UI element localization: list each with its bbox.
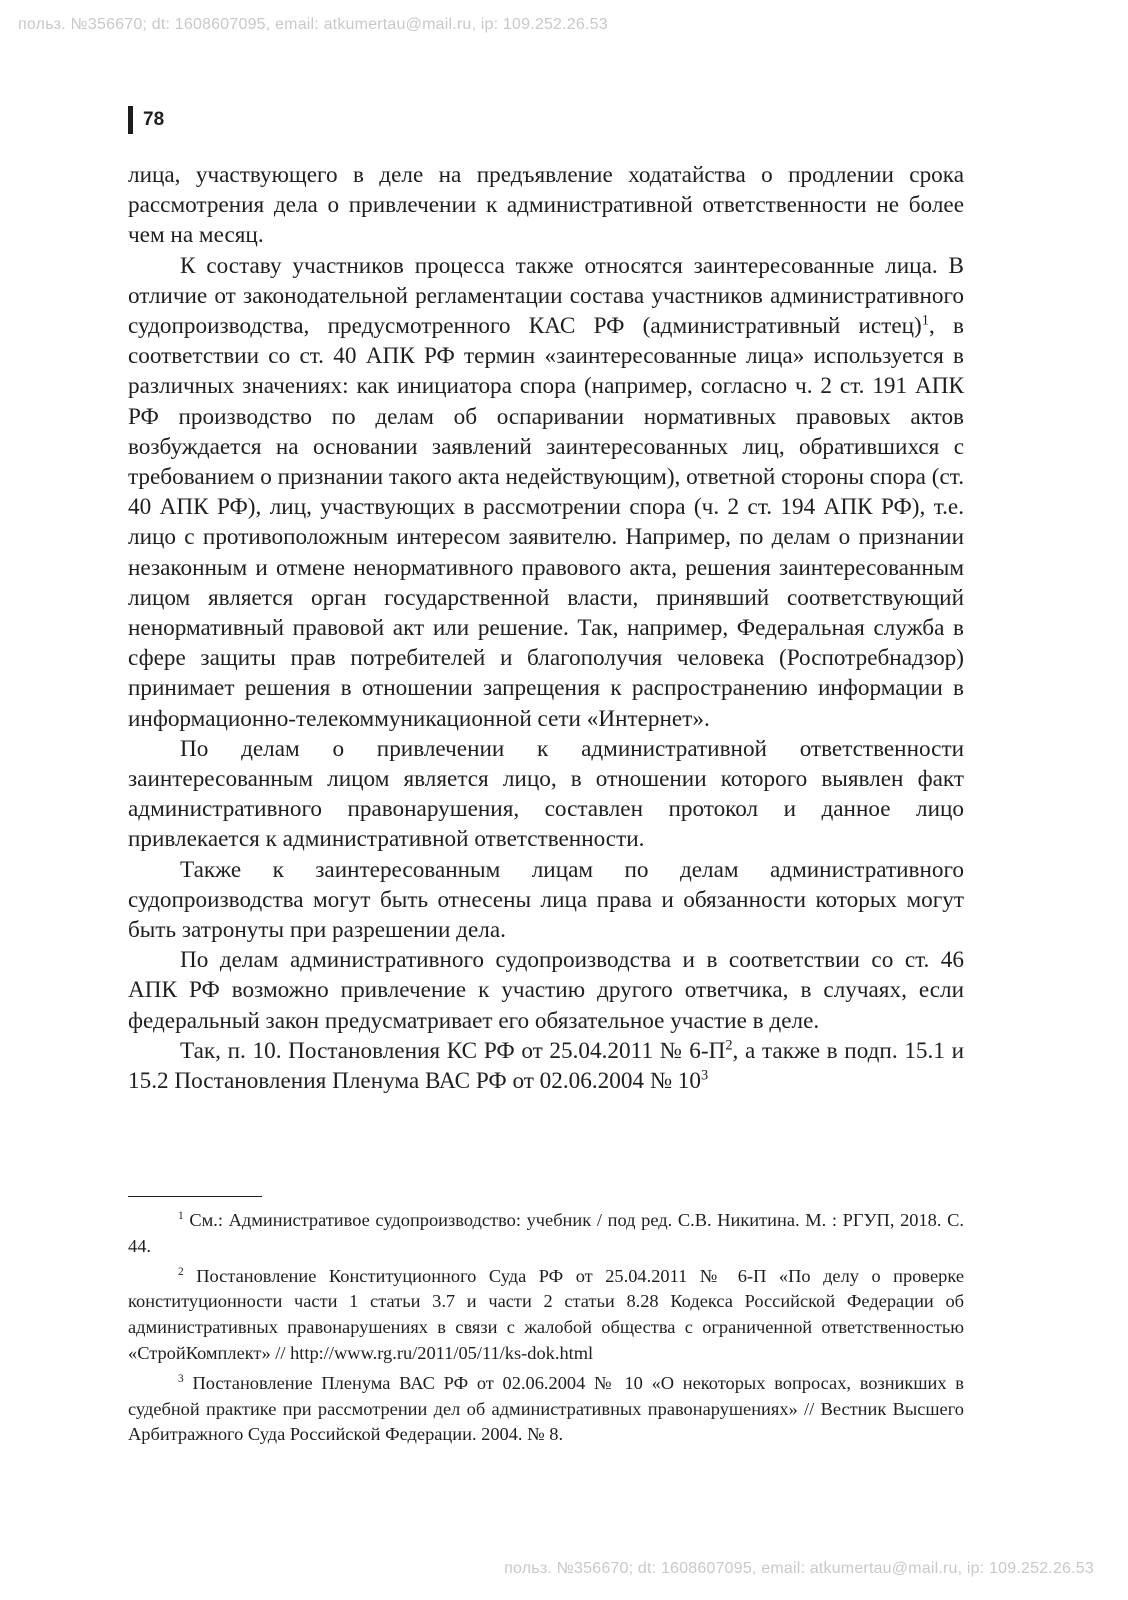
footnote-1 — [128, 1208, 964, 1260]
footnote-3-text: Постановление Пленума ВАС РФ от 02.06.2004 № 10 «О некоторых вопросах, возникших в судебной практике при рассмотрении дел об административных правонарушениях» // Вестник Высшего Арбитражного Суда Российской Федерации. 2004. № 8. — [128, 1372, 964, 1445]
paragraph-3-text: По делам о привлечении к административной ответственности заинтересованным лицом является лицо, в отношении которого выявлен факт административного правонарушения, составлен протокол и данное лицо привлекается к административной ответственности. — [128, 735, 964, 853]
page-header — [128, 106, 164, 134]
paragraph-1 — [128, 160, 964, 251]
paragraph-6-text-b: , а также в подп. 15.1 и 15.2 Постановления Пленума ВАС РФ от 02.06.2004 № 10 — [128, 1037, 964, 1095]
paragraph-4-text: Также к заинтересованным лицам по делам административного судопроизводства могут быть отнесены лица права и обязанности которых могут быть затронуты при разрешении дела. — [128, 856, 964, 944]
footnote-ref-3[interactable]: 3 — [700, 1067, 709, 1084]
footnote-ref-1[interactable]: 1 — [921, 312, 929, 329]
paragraph-1-text: лица, участвующего в деле на предъявление ходатайства о продлении срока рассмотрения дела о привлечении к административной ответственности не более чем на месяц. — [128, 162, 964, 249]
footnote-2-text: Постановление Конституционного Суда РФ от 25.04.2011 № 6-П «По делу о проверке конституционности части 1 статьи 3.7 и части 2 статьи 8.28 Кодекса Российской Федерации об административных правонарушениях в связи с жалобой общества с ограниченной ответственностью «СтройКомплект» // http://www.rg.ru/2011/05/11/ks-dok.html — [128, 1265, 964, 1363]
footnote-2 — [128, 1264, 964, 1367]
footnote-divider — [128, 1196, 262, 1197]
watermark-top: польз. №356670; dt: 1608607095, email: atkumertau@mail.ru, ip: 109.252.26.53 — [18, 16, 608, 33]
footnote-ref-2[interactable]: 2 — [725, 1037, 733, 1054]
body-text — [128, 160, 964, 1096]
paragraph-5 — [128, 945, 964, 1036]
footnotes — [128, 1208, 964, 1452]
paragraph-4 — [128, 855, 964, 946]
paragraph-2-text-b: , в соответствии со ст. 40 АПК РФ термин «заинтересованные лица» используется в различных значениях: как инициатора спора (например, согласно ч. 2 ст. 191 АПК РФ производство по делам об оспаривании нормативных правовых актов возбуждается на основании заявлений заинтересованных лиц, обратившихся с требованием о признании такого акта недействующим), ответной стороны спора (ст. 40 АПК РФ), лиц, участвующих в рассмотрении спора (ч. 2 ст. 194 АПК РФ), т.е. лицо с противоположным интересом заявителю. Например, по делам о признании незаконным и отмене ненормативного правового акта, решения заинтересованным лицом является орган государственной власти, принявший соответствующий ненормативный правовой акт или решение. Так, например, Федеральная служба в сфере защиты прав потребителей и благополучия человека (Роспотребнадзор) принимает решения в отношении запрещения к распространению информации в информационно-телекоммуникационной сети «Интернет». — [128, 313, 965, 732]
paragraph-5-text: По делам административного судопроизводства и в соответствии со ст. 46 АПК РФ возможно привлечение к участию другого ответчика, в случаях, если федеральный закон предусматривает его обязательное участие в деле. — [128, 947, 964, 1034]
watermark-bottom: польз. №356670; dt: 1608607095, email: atkumertau@mail.ru, ip: 109.252.26.53 — [504, 1560, 1094, 1577]
paragraph-2 — [128, 251, 964, 734]
footnote-3 — [128, 1371, 964, 1448]
footnote-2-number: 2 — [178, 1265, 184, 1278]
paragraph-6-text-a: Так, п. 10. Постановления КС РФ от 25.04.2011 № 6-П — [180, 1037, 726, 1064]
footnote-1-text: См.: Административое судопроизводство: учебник / под ред. С.В. Никитина. М. : РГУП, 2018. С. 44. — [128, 1210, 964, 1256]
footnote-1-number: 1 — [178, 1210, 184, 1223]
page-number: 78 — [143, 109, 165, 130]
footnote-3-number: 3 — [178, 1372, 184, 1385]
paragraph-6 — [128, 1036, 964, 1096]
header-bar — [128, 106, 133, 134]
paragraph-3 — [128, 734, 964, 855]
paragraph-2-text-a: К составу участников процесса также относятся заинтересованные лица. В отличие от законодательной регламентации состава участников административного судопроизводства, предусмотренного КАС РФ (административный истец) — [128, 252, 964, 340]
